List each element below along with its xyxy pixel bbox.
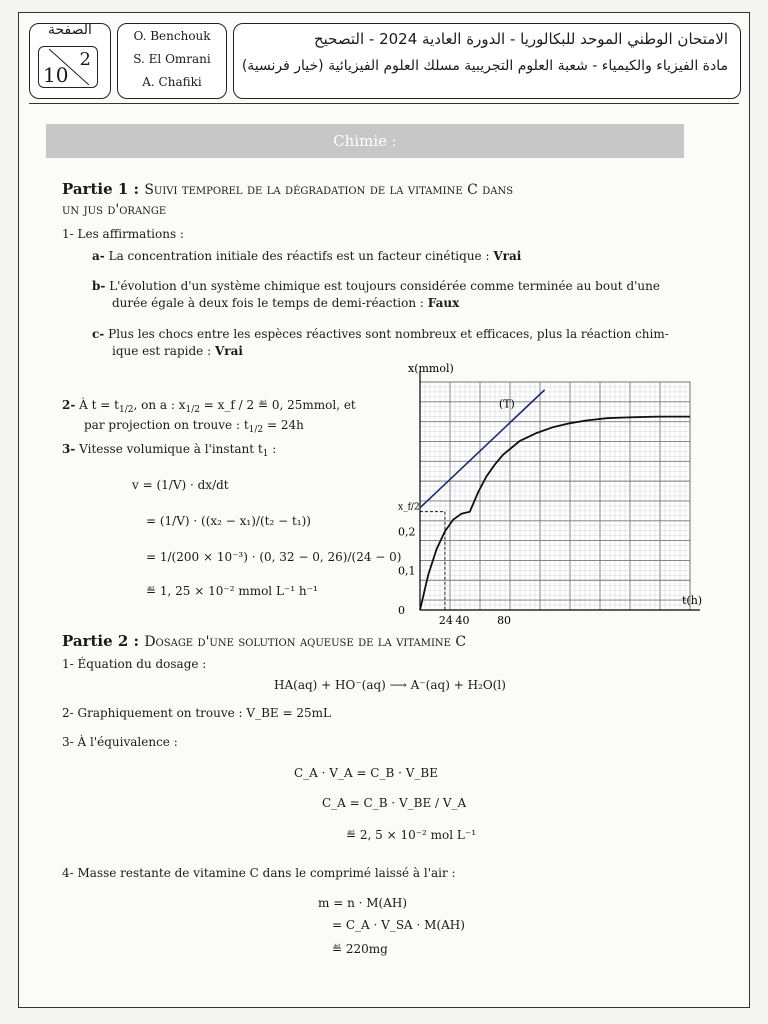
page-counter <box>38 46 98 88</box>
rate-eq2: = (1/V) · ((x₂ − x₁)/(t₂ − t₁)) <box>146 514 311 528</box>
p2-q3: 3- À l'équivalence : <box>62 735 178 749</box>
authors-box <box>117 23 227 99</box>
q3-label: 3- Vitesse volumique à l'instant $t_1$ : <box>62 442 277 459</box>
tangent-label: (T) <box>498 397 515 411</box>
p2-eq5: = C_A · V_SA · M(AH) <box>332 918 465 932</box>
y-tick-label: 0,2 <box>398 525 416 539</box>
author-2: S. El Omrani <box>133 52 211 66</box>
answer-c-line2: ique est rapide : Vrai <box>112 344 243 358</box>
answer-b-line2: durée égale à deux fois le temps de demi-réaction : Faux <box>112 296 460 310</box>
section-title: Chimie : <box>46 124 684 158</box>
author-3: A. Chafiki <box>142 75 202 89</box>
p2-q1: 1- Équation du dosage : <box>62 657 207 671</box>
partie1-heading: Partie 1 : Suivi temporel de la dégradation de la vitamine C dans <box>62 180 514 198</box>
exam-title-line1: الامتحان الوطني الموحد للبكالوريا - الدورة العادية 2024 - التصحيح <box>313 30 728 48</box>
exam-title-box <box>233 23 741 99</box>
partie1-heading-cont: un jus d'orange <box>62 202 167 218</box>
p2-eq2: C_A = C_B · V_BE / V_A <box>322 796 467 810</box>
x-tick-label: 24 <box>438 614 453 627</box>
p2-eq1: C_A · V_A = C_B · V_BE <box>294 766 438 780</box>
answer-b-line1: b- L'évolution d'un système chimique est toujours considérée comme terminée au bout d'une <box>92 279 660 293</box>
x-tick-label: 40 <box>455 614 470 627</box>
author-1: O. Benchouk <box>133 29 211 43</box>
p2-eq4: m = n · M(AH) <box>318 896 408 910</box>
q1-label: 1- Les affirmations : <box>62 227 184 241</box>
rate-eq3: = 1/(200 × 10⁻³) · (0, 32 − 0, 26)/(24 − 0) <box>146 550 402 564</box>
p2-eq3: ≝ 2, 5 × 10⁻² mol L⁻¹ <box>346 828 477 842</box>
answer-c-line1: c- Plus les chocs entre les espèces réactives sont nombreux et efficaces, plus la réaction chim- <box>92 327 669 341</box>
y-tick-label: 0 <box>398 604 405 617</box>
p2-q4: 4- Masse restante de vitamine C dans le comprimé laissé à l'air : <box>62 866 456 880</box>
header-divider <box>29 103 739 104</box>
p2-eq6: ≝ 220mg <box>332 942 388 956</box>
x-axis-label: t(h) <box>682 594 703 607</box>
rate-eq1: v = (1/V) · dx/dt <box>132 478 229 492</box>
current-page: 2 <box>79 49 91 70</box>
rate-eq4: ≝ 1, 25 × 10⁻² mmol L⁻¹ h⁻¹ <box>146 584 318 598</box>
x-tick-label: 80 <box>497 614 512 627</box>
q2-line1: 2- À $t = t_{1/2}$, on a : $x_{1/2}$ = x_f / 2 ≝ 0, 25mmol, et <box>62 398 356 415</box>
concentration-chart <box>374 360 704 628</box>
page-number-box <box>29 23 111 99</box>
y-half-label: x_f/2 <box>398 502 420 513</box>
answer-a: a- La concentration initiale des réactifs est un facteur cinétique : Vrai <box>92 249 522 263</box>
p2-q2: 2- Graphiquement on trouve : V_BE = 25mL <box>62 706 331 720</box>
y-axis-label: x(mmol) <box>408 362 454 375</box>
partie2-heading: Partie 2 : Dosage d'une solution aqueuse de la vitamine C <box>62 632 467 650</box>
y-tick-label: 0,1 <box>398 564 416 578</box>
exam-title-line2: مادة الفيزياء والكيمياء - شعبة العلوم التجريبية مسلك العلوم الفيزيائية (خيار فرنسية) <box>241 58 728 74</box>
page-label: الصفحة <box>48 22 92 38</box>
q2-line2: par projection on trouve : $t_{1/2} = 24h$ <box>84 418 304 435</box>
total-pages: 10 <box>43 63 69 87</box>
p2-reaction: HA(aq) + HO⁻(aq) ⟶ A⁻(aq) + H₂O(l) <box>274 678 506 692</box>
